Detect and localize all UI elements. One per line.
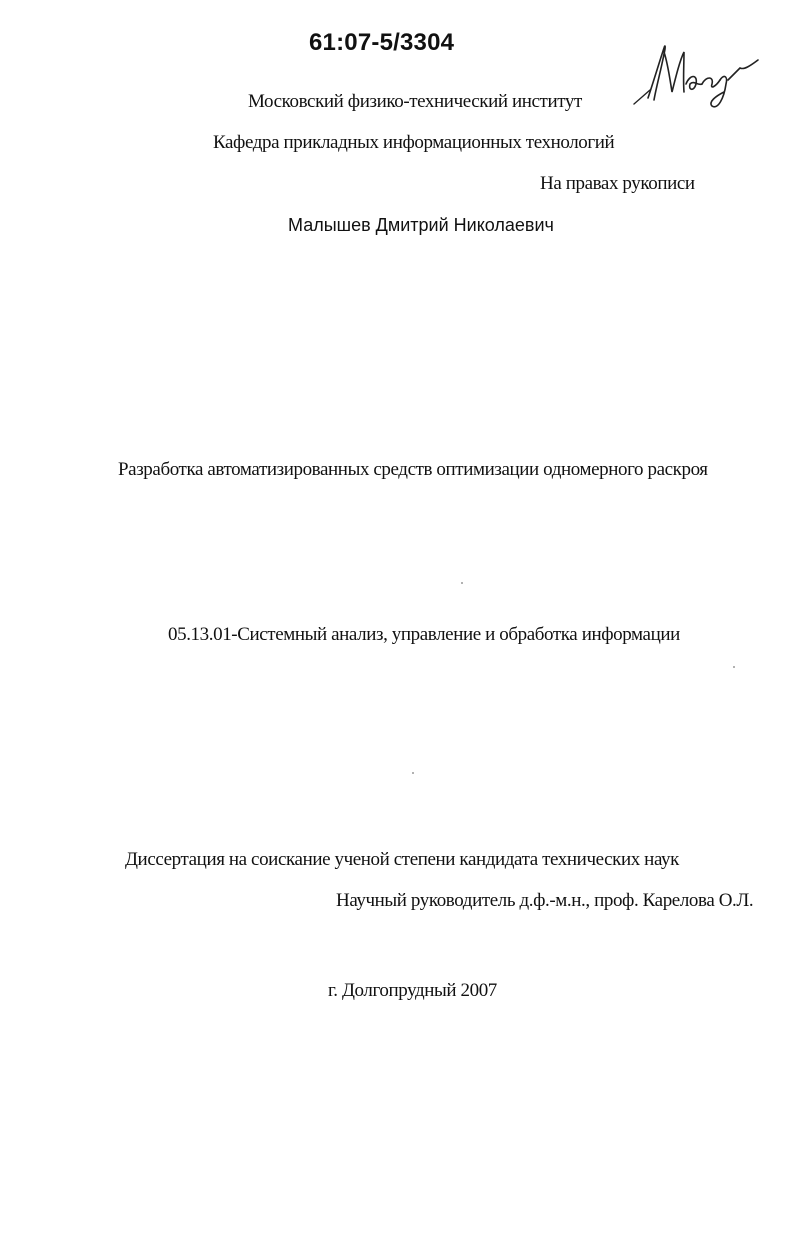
handwritten-signature xyxy=(628,40,763,112)
author-name: Малышев Дмитрий Николаевич xyxy=(288,215,554,235)
dissertation-title: Разработка автоматизированных средств оптимизации одномерного раскроя xyxy=(118,459,708,480)
scientific-supervisor: Научный руководитель д.ф.-м.н., проф. Карелова О.Л. xyxy=(336,890,754,911)
institute-name: Московский физико-технический институт xyxy=(248,91,582,112)
scan-speck xyxy=(733,666,735,668)
archive-code: 61:07-5/3304 xyxy=(309,29,455,56)
specialty-code: 05.13.01-Системный анализ, управление и обработка информации xyxy=(168,624,680,645)
manuscript-rights: На правах рукописи xyxy=(540,173,695,194)
scan-speck xyxy=(461,582,463,584)
department-name: Кафедра прикладных информационных технологий xyxy=(213,132,615,153)
scan-speck xyxy=(412,772,414,774)
dissertation-type: Диссертация на соискание ученой степени кандидата технических наук xyxy=(125,849,679,870)
city-and-year: г. Долгопрудный 2007 xyxy=(328,980,497,1001)
